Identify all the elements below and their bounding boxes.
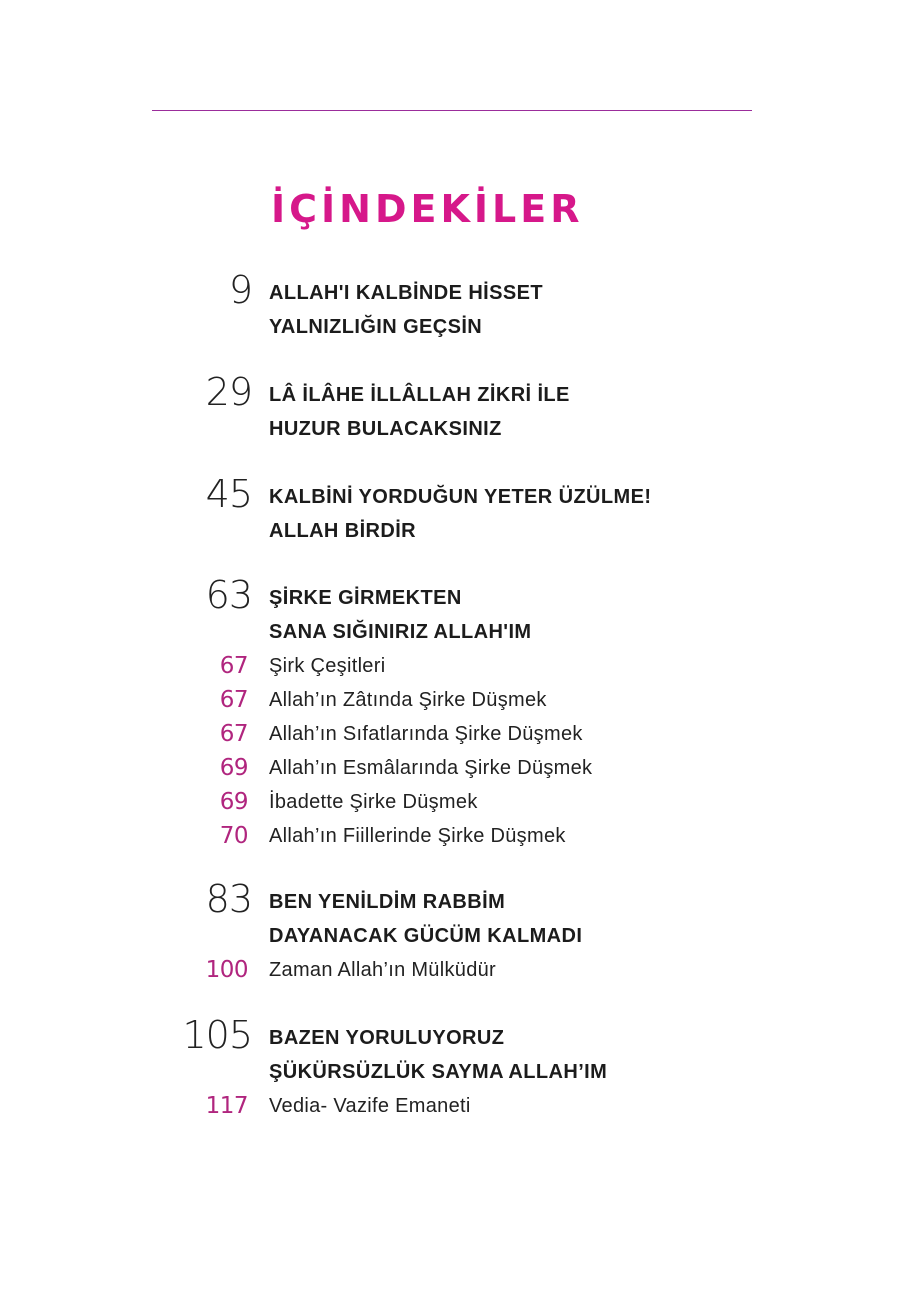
toc-section[interactable]: [0, 1089, 900, 1123]
toc-section[interactable]: [0, 785, 900, 819]
chapter-title-line: BAZEN YORULUYORUZ: [269, 1027, 505, 1049]
section-title: Allah’ın Sıfatlarında Şirke Düşmek: [269, 723, 583, 745]
chapter-title-line: ALLAH'I KALBİNDE HİSSET: [269, 282, 543, 304]
chapter-title-line: ŞİRKE GİRMEKTEN: [269, 587, 462, 609]
section-page-number: 117: [205, 1093, 248, 1119]
chapter-title-line: HUZUR BULACAKSINIZ: [269, 418, 502, 440]
chapter-page-number: 9: [228, 268, 252, 312]
section-title: Allah’ın Zâtında Şirke Düşmek: [269, 689, 547, 711]
chapter-page-number: 63: [205, 573, 252, 617]
section-title: İbadette Şirke Düşmek: [269, 791, 478, 813]
page-title: İÇİNDEKİLER: [271, 187, 584, 231]
chapter-title-line: LÂ İLÂHE İLLÂLLAH ZİKRİ İLE: [269, 384, 570, 406]
section-title: Allah’ın Fiillerinde Şirke Düşmek: [269, 825, 566, 847]
chapter-title-line: KALBİNİ YORDUĞUN YETER ÜZÜLME!: [269, 486, 652, 508]
section-page-number: 100: [205, 957, 248, 983]
section-page-number: 69: [219, 789, 248, 815]
chapter-page-number: 105: [182, 1013, 252, 1057]
section-page-number: 70: [219, 823, 248, 849]
chapter-title-line: SANA SIĞINIRIZ ALLAH'IM: [269, 621, 532, 643]
toc-chapter[interactable]: [0, 370, 900, 446]
section-title: Vedia- Vazife Emaneti: [269, 1095, 471, 1117]
toc-section[interactable]: [0, 751, 900, 785]
toc-section[interactable]: [0, 683, 900, 717]
toc-chapter[interactable]: [0, 573, 900, 853]
top-rule: [152, 110, 752, 111]
chapter-title-line: BEN YENİLDİM RABBİM: [269, 891, 506, 913]
chapter-title-line: DAYANACAK GÜCÜM KALMADI: [269, 925, 583, 947]
section-page-number: 67: [219, 653, 248, 679]
toc-section[interactable]: [0, 819, 900, 853]
chapter-title-line: YALNIZLIĞIN GEÇSİN: [269, 316, 483, 338]
chapter-title-line: ŞÜKÜRSÜZLÜK SAYMA ALLAH’IM: [269, 1061, 608, 1083]
section-title: Şirk Çeşitleri: [269, 655, 386, 677]
chapter-title-line: ALLAH BİRDİR: [269, 520, 417, 542]
section-title: Allah’ın Esmâlarında Şirke Düşmek: [269, 757, 593, 779]
section-title: Zaman Allah’ın Mülküdür: [269, 959, 497, 981]
chapter-page-number: 83: [205, 877, 252, 921]
toc-chapter[interactable]: [0, 1013, 900, 1123]
section-page-number: 67: [219, 687, 248, 713]
toc-chapter[interactable]: [0, 877, 900, 987]
toc-chapter[interactable]: [0, 268, 900, 344]
chapter-page-number: 29: [205, 370, 252, 414]
toc-section[interactable]: [0, 717, 900, 751]
toc-section[interactable]: [0, 953, 900, 987]
toc-section[interactable]: [0, 649, 900, 683]
section-page-number: 67: [219, 721, 248, 747]
chapter-page-number: 45: [205, 472, 252, 516]
toc-chapter[interactable]: [0, 472, 900, 548]
section-page-number: 69: [219, 755, 248, 781]
